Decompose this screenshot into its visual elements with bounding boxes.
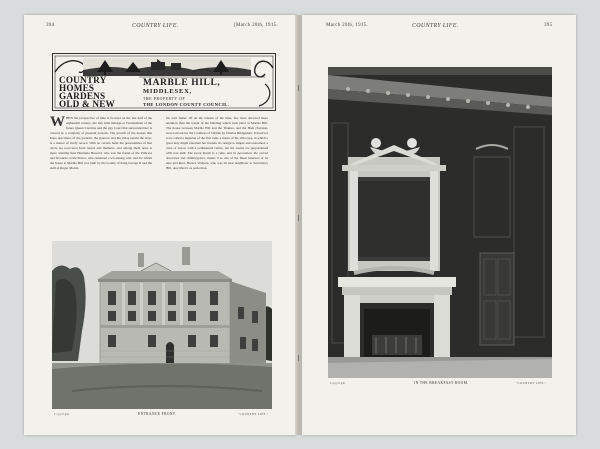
entrance-front-photo [52,241,272,409]
house-illustration [52,241,272,409]
drop-cap: W [50,116,65,130]
magazine-spread [24,15,576,435]
right-date: March 20th, 1915. [326,23,369,28]
logo-line-gardens: GARDENS [59,91,106,101]
left-photo-caption: ENTRANCE FRONT. [138,412,177,416]
body-column-2 [166,116,268,238]
left-running-title: COUNTRY LIFE. [132,23,179,29]
binding-stitch [298,355,299,361]
left-page [24,15,296,435]
body-column-1 [50,116,152,238]
right-photo-caption: IN THE BREAKFAST ROOM. [414,381,469,385]
body-text-col1: HEN the prospective of time is focused on the last half of the eighteenth century, the tiny little ménage at Twickenham of the future Queen Caroline and the gay Court that surrounded her is viewed as a company of pleasant persons. The growth of the houses that Pope described, of the gardens, the grottoes and the villas beside the river, is a matter of lively record. With no certain hand the personalities of that circle are recovered from letters and memoirs, and among them none is more winning than Henrietta Howard, who was the friend of the Princess and favourite of the Prince, who remained a wit among wits, and for whom the house at Marble Hill was built by the bounty of King George II and the skill of Roger Morris. [50,116,152,170]
right-running-title: COUNTRY LIFE. [412,23,459,29]
left-photo-credit-publisher: "COUNTRY LIFE." [238,412,269,416]
article-title: MARBLE HILL, [143,78,221,88]
binding-stitch [298,215,299,221]
right-photo-credit-publisher: "COUNTRY LIFE." [516,381,547,385]
left-date: [March 20th, 1915. [234,23,279,28]
right-photo-credit-copyright: Copyright [330,381,346,385]
left-photo-credit-copyright: Copyright [54,412,70,416]
logo-line-country: COUNTRY [59,75,107,85]
interior-illustration [328,67,552,378]
left-page-number: 394 [46,23,55,28]
article-owner: THE LONDON COUNTY COUNCIL. [143,102,230,107]
article-subtitle: MIDDLESEX, [143,88,192,95]
article-masthead [52,53,276,111]
article-owner-label: THE PROPERTY OF [143,97,186,101]
binding-stitch [298,85,299,91]
breakfast-room-photo [328,67,552,378]
logo-line-old-new: OLD & NEW [59,99,115,109]
body-text-col2: his own father. Of all the tenants of the time, few have attracted more attention than the tenant of the building which took place at Marble Hill. The house between Marble Hill and the Thames, and the Ham riverside, were laid out for the Countess of Suffolk by Charles Bridgeman. It deserves to be called a mansion of the first rank, a house of the villa type, in which a great lady might entertain her friends. Its design is simple and restrained, a cube of stucco with a pedimented centre, but the rooms are proportioned with rare skill. The Great Room is a cube, and its decoration, the carved doorcases and chimneypiece, marks it as one of the finest interiors of its date and kind. Horace Walpole, who was its near neighbour at Strawberry Hill, described it as perfection. [166,116,268,170]
logo-line-homes: HOMES [59,83,95,93]
right-page [302,15,576,435]
right-page-number: 395 [544,23,553,28]
